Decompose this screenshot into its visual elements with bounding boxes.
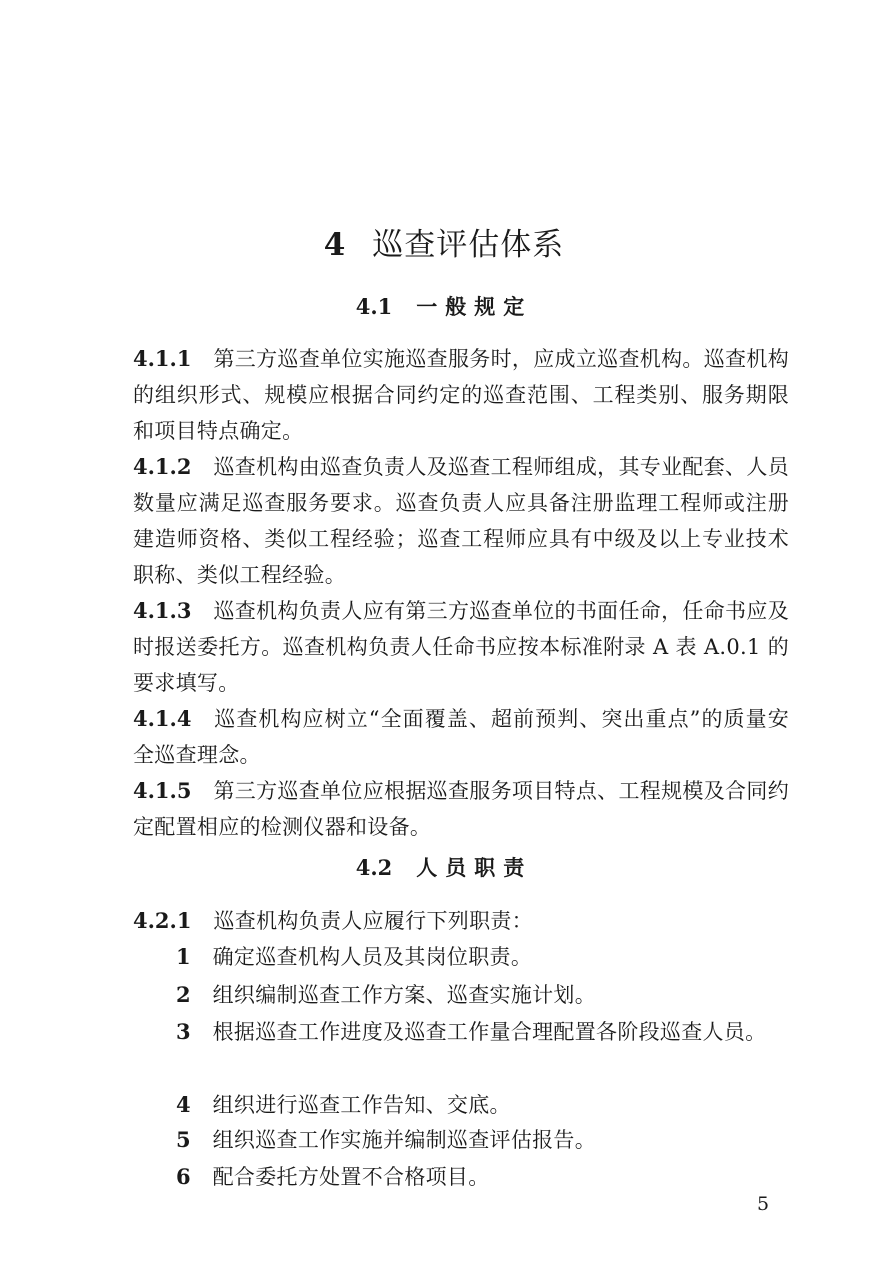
clause-text: 巡查机构应树立“全面覆盖、超前预判、突出重点”的质量安全巡查理念。: [133, 707, 789, 767]
chapter-title-text: 巡查评估体系: [372, 227, 565, 263]
item-number: 5: [176, 1127, 191, 1152]
section-number: 4.2: [355, 855, 393, 880]
section-title-text: 人员职责: [416, 855, 533, 880]
clause-4-1-4: [133, 701, 789, 773]
item-number: 3: [176, 1019, 191, 1044]
clause-text: 巡查机构由巡查负责人及巡查工程师组成，其专业配套、人员数量应满足巡查服务要求。巡查负责人应具备注册监理工程师或注册建造师资格、类似工程经验；巡查工程师应具有中级及以上专业技术职称、类似工程经验。: [133, 455, 789, 587]
item-text: 组织进行巡查工作告知、交底。: [212, 1093, 511, 1117]
clause-number: 4.1.1: [133, 346, 192, 371]
clause-text: 巡查机构负责人应履行下列职责：: [213, 909, 533, 933]
item-text: 组织编制巡查工作方案、巡查实施计划。: [212, 983, 597, 1007]
list-item: [133, 1014, 789, 1050]
section-title-text: 一般规定: [416, 294, 533, 319]
clause-number: 4.1.5: [133, 778, 192, 803]
clause-4-1-1: [133, 341, 789, 449]
list-item: [133, 1087, 789, 1123]
list-item: [133, 1122, 789, 1158]
item-number: 1: [176, 944, 191, 969]
item-text: 确定巡查机构人员及其岗位职责。: [212, 945, 533, 969]
clause-text: 第三方巡查单位实施巡查服务时，应成立巡查机构。巡查机构的组织形式、规模应根据合同约定的巡查范围、工程类别、服务期限和项目特点确定。: [133, 347, 789, 443]
clause-4-1-3: [133, 593, 789, 701]
item-number: 4: [176, 1092, 191, 1117]
list-item: [133, 1159, 789, 1195]
section-number: 4.1: [355, 294, 393, 319]
page-number: 5: [757, 1193, 770, 1215]
clause-4-2-1: [133, 903, 789, 939]
list-item: [133, 939, 789, 975]
section-title-4-1: [0, 292, 888, 322]
clause-number: 4.2.1: [133, 908, 192, 933]
clause-number: 4.1.2: [133, 454, 192, 479]
item-text: 根据巡查工作进度及巡查工作量合理配置各阶段巡查人员。: [212, 1020, 767, 1044]
clause-number: 4.1.3: [133, 598, 192, 623]
chapter-title: [0, 225, 888, 265]
list-item: [133, 977, 789, 1013]
clause-4-1-5: [133, 773, 789, 845]
clause-text: 巡查机构负责人应有第三方巡查单位的书面任命，任命书应及时报送委托方。巡查机构负责人任命书应按本标准附录 A 表 A.0.1 的要求填写。: [133, 599, 789, 695]
chapter-number: 4: [323, 227, 347, 263]
item-number: 2: [176, 982, 191, 1007]
item-text: 配合委托方处置不合格项目。: [212, 1165, 490, 1189]
clause-4-1-2: [133, 449, 789, 593]
clause-text: 第三方巡查单位应根据巡查服务项目特点、工程规模及合同约定配置相应的检测仪器和设备。: [133, 779, 789, 839]
item-text: 组织巡查工作实施并编制巡查评估报告。: [212, 1128, 597, 1152]
item-number: 6: [176, 1164, 191, 1189]
clause-number: 4.1.4: [133, 706, 192, 731]
section-title-4-2: [0, 853, 888, 883]
